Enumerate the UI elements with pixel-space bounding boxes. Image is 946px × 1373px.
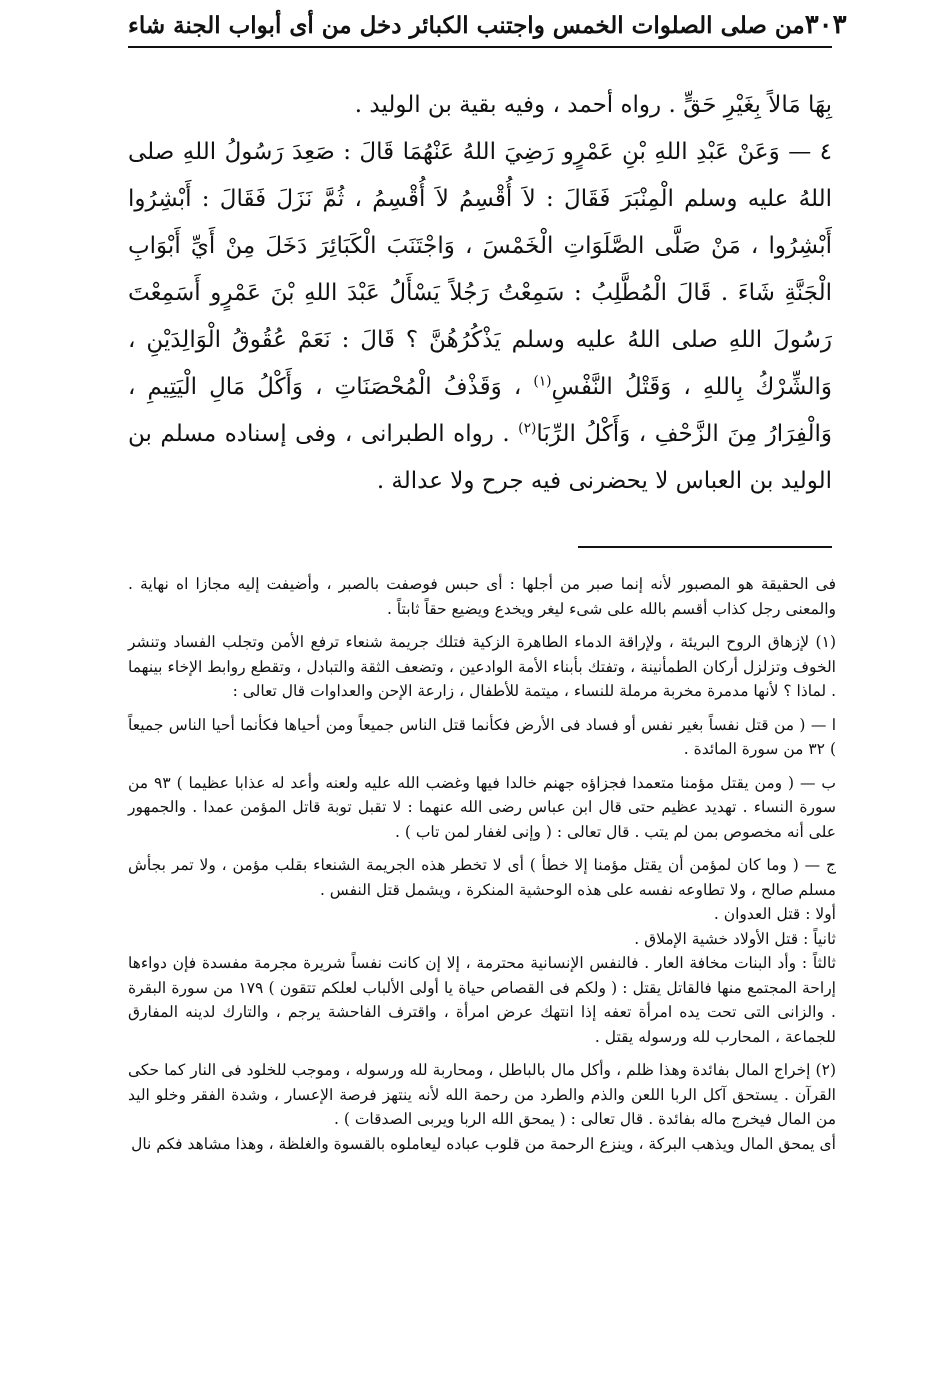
hadith-number: ٤ — bbox=[788, 139, 833, 165]
intro-line: بِهَا مَالاً بِغَيْرِ حَقٍّ . رواه أحمد ، وفيه بقية بن الوليد . bbox=[354, 92, 832, 118]
footnote-1: (١) لإزهاق الروح البريئة ، ولإراقة الدماء الطاهرة الزكية فتلك جريمة شنعاء ترفع الأمن وتجلب الفساد وتنشر الخوف وتزلزل أركان الطمأنينة ، وتفتك بأبناء الأمة الوادعين ، وتضعف الثقة والتبادل ، وتقطع روابط الإخاء بينهما . لماذا ؟ لأنها مدمرة مخربة مرملة للنساء ، ميتمة للأطفال ، زارعة الإحن والعداوات قال تعالى : bbox=[128, 633, 836, 700]
footnote-2-continued: أى يمحق المال ويذهب البركة ، وينزع الرحمة من قلوب عباده ليعاملوه بالقسوة والغلظة ، وهذا مشاهد فكم نال bbox=[131, 1134, 836, 1153]
footnote-carryover: فى الحقيقة هو المصبور لأنه إنما صبر من أجلها : أى حبس فوصفت بالصبر ، وأضيفت إليه مجازا اه نهاية . والمعنى رجل كذاب أقسم بالله على شىء ليغر ويخدع ويضيع حقاً ثابتاً . bbox=[128, 575, 836, 618]
footnote-ref-1[interactable]: (١) bbox=[533, 373, 552, 390]
header-rule bbox=[128, 46, 832, 48]
page-number: ٣٠٣ bbox=[804, 10, 847, 40]
footnote-1-item-a: ا — ( من قتل نفساً بغير نفس أو فساد فى الأرض فكأنما قتل الناس جميعاً ومن أحياها فكأنما أحيا الناس جميعاً ) ٣٢ من سورة المائدة . bbox=[128, 715, 836, 758]
main-text bbox=[128, 82, 832, 505]
footnote-ref-2[interactable]: (٢) bbox=[518, 420, 537, 437]
footnote-2: (٢) إخراج المال بفائدة وهذا ظلم ، وأكل مال بالباطل ، ومحاربة لله ورسوله ، وموجب للخلود فى النار كما حكى القرآن . يستحق آكل الربا اللعن والذم والطرد من رحمة الله لأنه ينتهز فرصة الإعسار ، وشدة الفقر وخلو اليد من المال فيخرج ماله بفائدة . قال تعالى : ( يمحق الله الربا ويربى الصدقات ) . bbox=[128, 1061, 836, 1128]
hadith-text: وَعَنْ عَبْدِ اللهِ بْنِ عَمْرٍو رَضِيَ اللهُ عَنْهُمَا قَالَ : صَعِدَ رَسُولُ اللهِ صلى اللهُ عليه وسلم الْمِنْبَرَ فَقَالَ : لاَ أُقْسِمُ لاَ أُقْسِمُ ، ثُمَّ نَزَلَ فَقَالَ : أَبْشِرُوا أَبْشِرُوا ، مَنْ صَلَّى الصَّلَوَاتِ الْخَمْسَ ، وَاجْتَنَبَ الْكَبَائِرَ دَخَلَ مِنْ أَيِّ أَبْوَابِ الْجَنَّةِ شَاءَ . قَالَ الْمُطَّلِبُ : سَمِعْتُ رَجُلاً يَسْأَلُ عَبْدَ اللهِ بْنَ عَمْرٍو أَسَمِعْتَ رَسُولَ اللهِ صلى اللهُ عليه وسلم يَذْكُرُهُنَّ ؟ قَالَ : نَعَمْ عُقُوقُ الْوَالِدَيْنِ ، وَالشِّرْكُ بِاللهِ ، وَقَتْلُ النَّفْسِ bbox=[128, 139, 832, 400]
footnote-1-item-c: ج — ( وما كان لمؤمن أن يقتل مؤمنا إلا خطأ ) أى لا تخطر هذه الجريمة الشنعاء بقلب مؤمن ، ولا تمر بجأش مسلم صالح ، ولا تطاوعه نفسه على هذه الوحشية المنكرة ، ويشمل قتل النفس . bbox=[128, 856, 836, 899]
running-header bbox=[128, 8, 847, 42]
running-title: من صلى الصلوات الخمس واجتنب الكبائر دخل من أى أبواب الجنة شاء bbox=[128, 11, 805, 39]
hadith-paragraph bbox=[128, 129, 832, 505]
hadith-source: . رواه الطبرانى ، وفى إسناده مسلم بن الوليد بن العباس لا يحضرنى فيه جرح ولا عدالة . bbox=[128, 421, 832, 494]
footnote-1-third: ثالثاً : وأد البنات مخافة العار . فالنفس الإنسانية محترمة ، إلا إن كانت نفساً شريرة مجرمة مفسدة فإن دواءها إراحة المجتمع منها فالقاتل يقتل : ( ولكم فى القصاص حياة يا أولى الألباب لعلكم تتقون ) ١٧٩ من سورة البقرة . والزانى التى تحت يده امرأة تعفه إذا انتهك عرض امرأة ، واقترف الفاحشة يرجم ، والتارك لدينه المفارق للجماعة ، المحارب لله ورسوله يقتل . bbox=[128, 954, 837, 1046]
footnotes bbox=[128, 572, 836, 1156]
footnote-separator bbox=[578, 546, 832, 548]
footnote-1-item-b: ب — ( ومن يقتل مؤمنا متعمدا فجزاؤه جهنم خالدا فيها وغضب الله عليه ولعنه وأعد له عذابا عظيما ) ٩٣ من سورة النساء . تهديد عظيم حتى قال ابن عباس رضى الله عنهما : لا تقبل توبة قاتل المؤمن عمدا . والجمهور على أنه مخصوص بمن لم يتب . قال تعالى : ( وإنى لغفار لمن تاب ) . bbox=[128, 773, 836, 841]
footnote-1-second: ثانياً : قتل الأولاد خشية الإملاق . bbox=[634, 929, 836, 948]
hadith-text-continued: ، وَقَذْفُ الْمُحْصَنَاتِ ، وَأَكْلُ مَالِ الْيَتِيمِ ، وَالْفِرَارُ مِنَ الزَّحْفِ ، وَأَكْلُ الرِّبَا bbox=[128, 374, 832, 447]
footnote-1-first: أولا : قتل العدوان . bbox=[713, 905, 836, 923]
